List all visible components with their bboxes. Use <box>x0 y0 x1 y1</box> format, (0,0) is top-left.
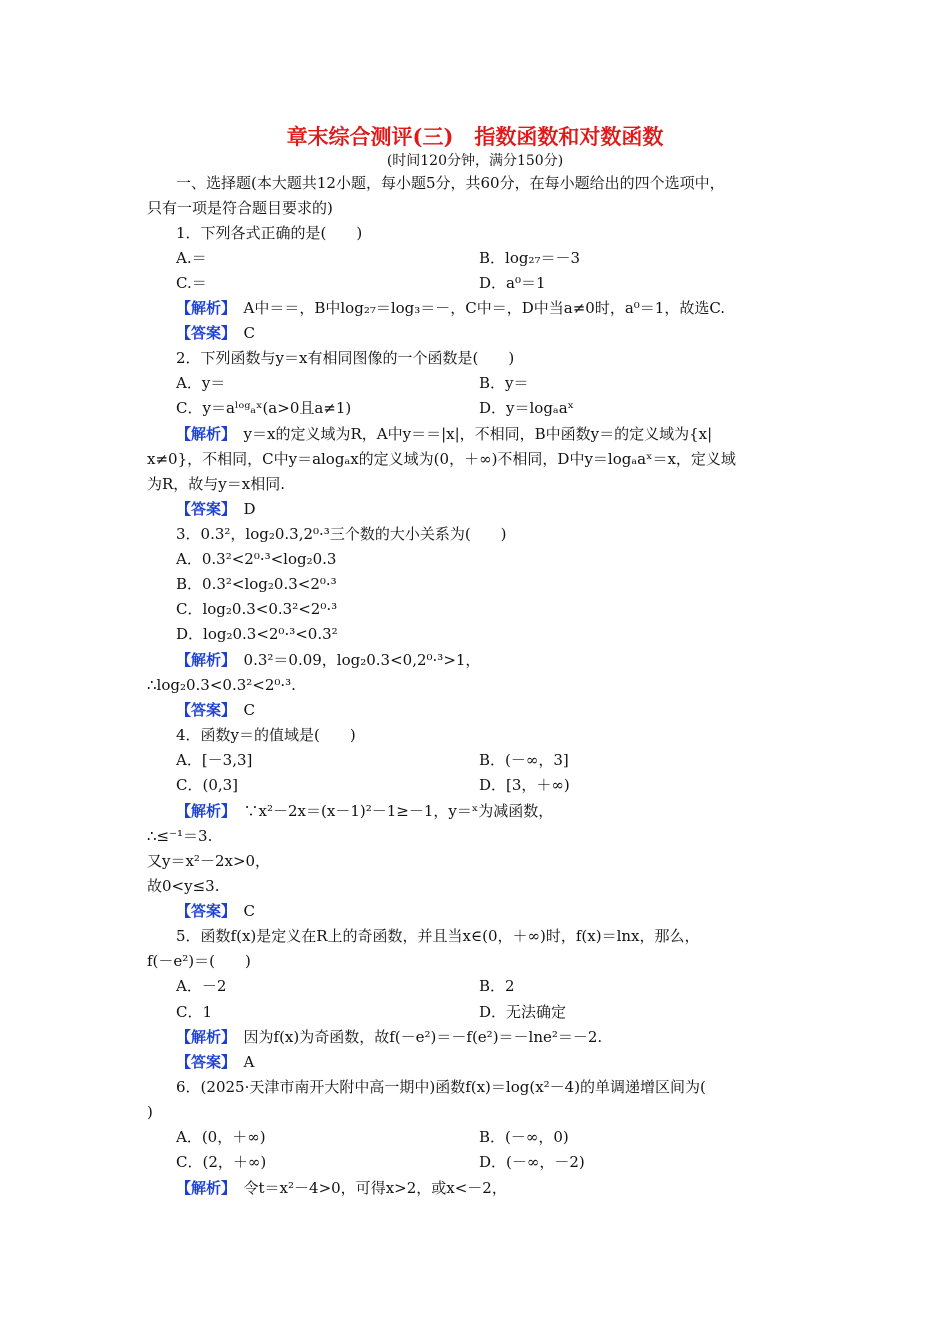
q3-option-a: A．0.3²<2⁰·³<log₂0.3 <box>176 550 337 568</box>
q3-analysis <box>176 650 480 670</box>
q4-analysis <box>176 801 553 821</box>
q4-analysis-text: ∵x²－2x＝(x－1)²－1≥－1，y＝ˣ为减函数， <box>243 802 554 820</box>
q5-option-c: C．1 <box>176 1003 213 1021</box>
q3-option-b: B．0.3²<log₂0.3<2⁰·³ <box>176 575 337 593</box>
analysis-tag: 【解析】 <box>176 299 229 317</box>
q2-analysis-line-2: x≠0}，不相同，C中y＝alogₐx的定义域为(0，＋∞)不相同，D中y＝logₐaˣ＝x，定义域 <box>147 450 736 468</box>
q6-option-a: A．(0，＋∞) <box>176 1128 266 1146</box>
answer-tag: 【答案】 <box>176 500 229 518</box>
q5-answer-value: A <box>243 1053 255 1071</box>
answer-tag: 【答案】 <box>176 902 229 920</box>
q3-stem: 3．0.3²，log₂0.3,2⁰·³三个数的大小关系为( ) <box>176 525 507 543</box>
q6-stem-line-2: ) <box>147 1103 153 1121</box>
q4-option-c: C．(0,3] <box>176 776 239 794</box>
answer-tag: 【答案】 <box>176 701 229 719</box>
q3-conclusion: ∴log₂0.3<0.3²<2⁰·³. <box>147 676 296 694</box>
q6-option-c: C．(2，＋∞) <box>176 1153 267 1171</box>
q1-answer <box>176 323 255 343</box>
q1-option-d: D．a⁰＝1 <box>479 274 546 292</box>
q2-answer-value: D <box>243 500 256 518</box>
q1-option-b: B．log₂₇＝－3 <box>479 249 581 267</box>
analysis-tag: 【解析】 <box>176 1179 229 1197</box>
section-heading-line-1: 一、选择题(本大题共12小题，每小题5分，共60分，在每小题给出的四个选项中， <box>176 174 725 192</box>
analysis-tag: 【解析】 <box>176 802 229 820</box>
q4-analysis-line-4: 故0<y≤3. <box>147 877 220 895</box>
q2-analysis-line-3: 为R，故与y＝x相同. <box>147 475 285 493</box>
q1-option-c: C.＝ <box>176 274 207 292</box>
q6-option-b: B．(－∞，0) <box>479 1128 569 1146</box>
q1-analysis-text: A中＝＝，B中log₂₇＝log₃＝－，C中＝，D中当a≠0时，a⁰＝1，故选C. <box>243 299 726 317</box>
section-heading-line-2: 只有一项是符合题目要求的) <box>147 199 333 217</box>
q3-option-d: D．log₂0.3<2⁰·³<0.3² <box>176 625 338 643</box>
q6-analysis-text: 令t＝x²－4>0，可得x>2，或x<－2， <box>243 1179 507 1197</box>
q2-option-b: B．y＝ <box>479 374 529 392</box>
q5-stem-line-2: f(－e²)＝( ) <box>147 952 251 970</box>
q2-option-a: A．y＝ <box>176 374 226 392</box>
q2-option-d: D．y＝logₐaˣ <box>479 399 575 417</box>
q1-stem: 1．下列各式正确的是( ) <box>176 224 363 242</box>
q5-option-d: D．无法确定 <box>479 1003 567 1021</box>
analysis-tag: 【解析】 <box>176 651 229 669</box>
q2-stem: 2．下列函数与y＝x有相同图像的一个函数是( ) <box>176 349 515 367</box>
page-title: 章末综合测评(三) 指数函数和对数函数 <box>286 124 664 149</box>
q4-option-b: B．(－∞，3] <box>479 751 569 769</box>
q4-option-a: A．[－3,3] <box>176 751 253 769</box>
q5-analysis-text: 因为f(x)为奇函数，故f(－e²)＝－f(e²)＝－lne²＝－2. <box>243 1028 603 1046</box>
q4-answer-value: C <box>243 902 256 920</box>
q4-analysis-line-3: 又y＝x²－2x>0， <box>147 852 271 870</box>
q6-analysis <box>176 1178 507 1198</box>
analysis-tag: 【解析】 <box>176 1028 229 1046</box>
q1-answer-value: C <box>243 324 256 342</box>
page-subtitle: (时间120分钟，满分150分) <box>386 153 564 169</box>
q5-analysis <box>176 1027 602 1047</box>
q2-analysis-text-1: y＝x的定义域为R，A中y＝＝|x|，不相同，B中函数y＝的定义域为{x| <box>243 425 713 443</box>
q2-analysis <box>176 424 712 444</box>
q4-option-d: D．[3，＋∞) <box>479 776 570 794</box>
answer-tag: 【答案】 <box>176 324 229 342</box>
q1-option-a: A.＝ <box>176 249 207 267</box>
q5-option-a: A．－2 <box>176 977 227 995</box>
q1-analysis <box>176 298 725 318</box>
q2-option-c: C．y＝aˡᵒᵍₐˣ(a>0且a≠1) <box>176 399 352 417</box>
q3-answer-value: C <box>243 701 256 719</box>
q4-analysis-line-2: ∴≤⁻¹＝3. <box>147 827 213 845</box>
q4-stem: 4．函数y＝的值域是( ) <box>176 726 356 744</box>
q5-option-b: B．2 <box>479 977 515 995</box>
q3-answer <box>176 700 255 720</box>
answer-tag: 【答案】 <box>176 1053 229 1071</box>
q5-answer <box>176 1052 254 1072</box>
q3-analysis-text: 0.3²＝0.09，log₂0.3<0,2⁰·³>1， <box>243 651 481 669</box>
q6-stem-line-1: 6．(2025·天津市南开大附中高一期中)函数f(x)＝log(x²－4)的单调递增区间为( <box>176 1078 706 1096</box>
q6-option-d: D．(－∞，－2) <box>479 1153 585 1171</box>
q3-option-c: C．log₂0.3<0.3²<2⁰·³ <box>176 600 338 618</box>
analysis-tag: 【解析】 <box>176 425 229 443</box>
q5-stem-line-1: 5．函数f(x)是定义在R上的奇函数，并且当x∈(0，＋∞)时，f(x)＝lnx，那么， <box>176 927 700 945</box>
q4-answer <box>176 901 255 921</box>
q2-answer <box>176 499 256 519</box>
